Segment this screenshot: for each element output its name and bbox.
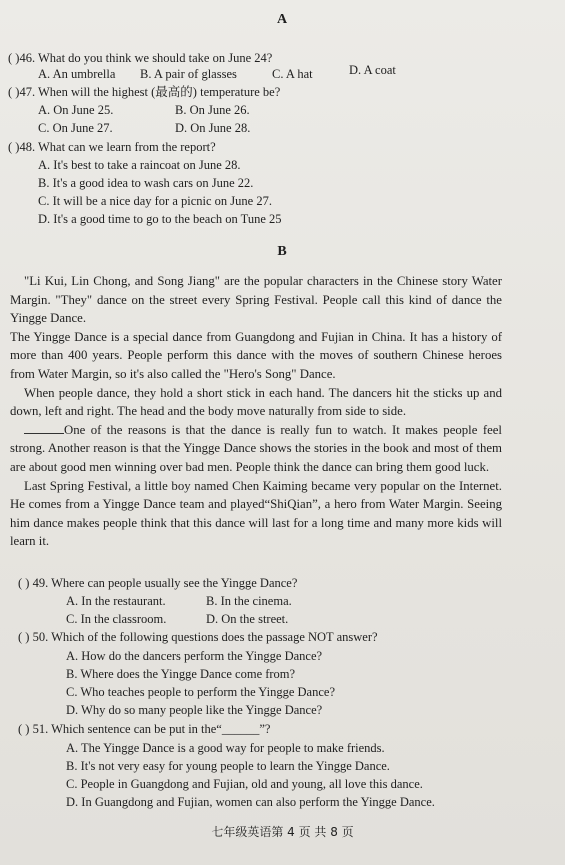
q51-option-a: A. The Yingge Dance is a good way for people to make friends. bbox=[66, 741, 385, 755]
q49-option-c: C. In the classroom. bbox=[66, 612, 167, 626]
q48-option-a: A. It's best to take a raincoat on June 28. bbox=[38, 158, 241, 172]
q46-option-b: B. A pair of glasses bbox=[140, 67, 237, 81]
q51-option-b: B. It's not very easy for young people to learn the Yingge Dance. bbox=[66, 759, 390, 773]
q48-option-d: D. It's a good time to go to the beach on Tune 25 bbox=[38, 212, 282, 226]
passage-paragraph-3: When people dance, they hold a short stick in each hand. The dancers hit the sticks up and down, left and right. The head and the body move naturally from side to side. bbox=[10, 385, 502, 419]
q47-option-a: A. On June 25. bbox=[38, 103, 114, 117]
q47-option-d: D. On June 28. bbox=[175, 121, 251, 135]
question-46: ( )46. What do you think we should take on June 24? bbox=[8, 51, 273, 65]
q47-option-c: C. On June 27. bbox=[38, 121, 113, 135]
q49-option-d: D. On the street. bbox=[206, 612, 289, 626]
section-a-title: A bbox=[276, 12, 289, 27]
q50-option-a: A. How do the dancers perform the Yingge Dance? bbox=[66, 649, 323, 663]
question-51: ( ) 51. Which sentence can be put in the“______”? bbox=[18, 722, 271, 736]
question-47: ( )47. When will the highest (最高的) temperature be? bbox=[8, 85, 281, 99]
q50-option-c: C. Who teaches people to perform the Yingge Dance? bbox=[66, 685, 336, 699]
answer-blank bbox=[24, 422, 64, 434]
passage-paragraph-5: Last Spring Festival, a little boy named Chen Kaiming became very popular on the Internet. He comes from a Yingge Dance team and played“ShiQian”, a hero from Water Margin. Seeing him dance makes people think that this dance will last for a long time and many more kids will learn it. bbox=[10, 478, 502, 549]
q47-option-b: B. On June 26. bbox=[175, 103, 250, 117]
question-50: ( ) 50. Which of the following questions does the passage NOT answer? bbox=[18, 630, 378, 644]
q48-option-c: C. It will be a nice day for a picnic on June 27. bbox=[38, 194, 272, 208]
passage-paragraph-4-wrap bbox=[10, 421, 502, 477]
passage-b bbox=[10, 272, 502, 551]
q49-option-b: B. In the cinema. bbox=[206, 594, 292, 608]
q49-option-a: A. In the restaurant. bbox=[66, 594, 166, 608]
q48-option-b: B. It's a good idea to wash cars on June 22. bbox=[38, 176, 254, 190]
q51-option-d: D. In Guangdong and Fujian, women can also perform the Yingge Dance. bbox=[66, 795, 435, 809]
question-49: ( ) 49. Where can people usually see the Yingge Dance? bbox=[18, 576, 298, 590]
q50-option-d: D. Why do so many people like the Yingge Dance? bbox=[66, 703, 323, 717]
passage-paragraph-4: One of the reasons is that the dance is really fun to watch. It makes people feel strong. Another reason is that the Yingge Dance shows the stories in the book and most of them are about good men winning over bad men. People think the dance can bring them good luck. bbox=[10, 422, 502, 474]
q46-option-d: D. A coat bbox=[349, 63, 396, 77]
q46-option-c: C. A hat bbox=[272, 67, 313, 81]
passage-paragraph-1: "Li Kui, Lin Chong, and Song Jiang" are the popular characters in the Chinese story Water Margin. "They" dance on the street every Spring Festival. People call this kind of dance the Yingge Dance. bbox=[10, 274, 502, 326]
q50-option-b: B. Where does the Yingge Dance come from? bbox=[66, 667, 296, 681]
q46-option-a: A. An umbrella bbox=[38, 67, 116, 81]
section-b-title: B bbox=[277, 244, 288, 259]
q51-option-c: C. People in Guangdong and Fujian, old and young, all love this dance. bbox=[66, 777, 423, 791]
question-48: ( )48. What can we learn from the report? bbox=[8, 140, 216, 154]
passage-paragraph-2: The Yingge Dance is a special dance from Guangdong and Fujian in China. It has a history of more than 400 years. People perform this dance with the moves of southern Chinese heroes from Water Margin, so it's also called the "Hero's Song" Dance. bbox=[10, 329, 502, 381]
page-footer: 七年级英语第 4 页 共 8 页 bbox=[211, 825, 354, 839]
